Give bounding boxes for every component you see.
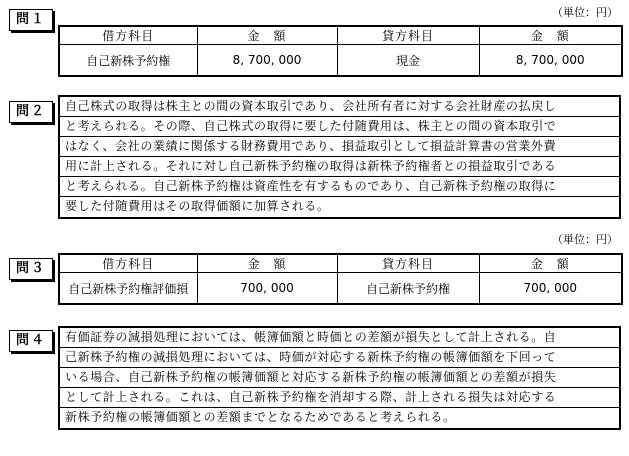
q1-header-credit-account: 貸方科目 bbox=[337, 26, 479, 45]
q1-unit-label: （単位：円） bbox=[552, 6, 618, 19]
q1-credit-amount: 8, 700, 000 bbox=[479, 45, 622, 77]
q1-header-credit-amount: 金 額 bbox=[479, 26, 622, 45]
question-1-label: 問１ bbox=[9, 9, 53, 31]
q1-journal-table bbox=[58, 25, 623, 77]
q2-line: と考えられる。その際、自己株式の取得に要した付随費用は、株主との間の資本取引で bbox=[60, 117, 619, 137]
q3-debit-amount: 700, 000 bbox=[197, 273, 337, 305]
q2-line: と考えられる。自己新株予約権は資産性を有するものであり、自己新株予約権の取得に bbox=[60, 177, 619, 197]
q4-line: 己新株予約権の減損処理においては、時価が対応する新株予約権の帳簿価額を下回って bbox=[60, 348, 619, 368]
question-2-label: 問２ bbox=[9, 101, 53, 123]
q4-line: 有価証券の減損処理においては、帳簿価額と時価との差額が損失として計上される。自 bbox=[60, 328, 619, 348]
q3-entry-row bbox=[59, 273, 622, 305]
q3-header-credit-account: 貸方科目 bbox=[337, 254, 479, 273]
q4-answer-box bbox=[58, 326, 621, 430]
q3-header-credit-amount: 金 額 bbox=[479, 254, 622, 273]
q2-line: 用に計上される。それに対し自己新株予約権の取得は新株予約権者との損益取引である bbox=[60, 157, 619, 177]
question-4-label: 問４ bbox=[9, 330, 53, 352]
q3-header-row bbox=[59, 254, 622, 273]
q1-debit-amount: 8, 700, 000 bbox=[197, 45, 337, 77]
q4-line: 新株予約権の帳簿価額との差額までとなるためであると考えられる。 bbox=[65, 410, 456, 424]
q2-line: 自己株式の取得は株主との間の資本取引であり、会社所有者に対する会社財産の払戻し bbox=[60, 97, 619, 117]
q3-credit-amount: 700, 000 bbox=[479, 273, 622, 305]
q1-header-row bbox=[59, 26, 622, 45]
q3-header-debit-account: 借方科目 bbox=[59, 254, 197, 273]
q1-entry-row bbox=[59, 45, 622, 77]
q3-credit-account: 自己新株予約権 bbox=[337, 273, 479, 305]
question-3-label: 問３ bbox=[9, 258, 53, 280]
q3-journal-table bbox=[58, 253, 623, 305]
q3-unit-label: （単位：円） bbox=[552, 233, 618, 246]
q4-line: いる場合、自己新株予約権の帳簿価額と対応する新株予約権の帳簿価額との差額が損失 bbox=[60, 368, 619, 388]
q1-header-debit-amount: 金 額 bbox=[197, 26, 337, 45]
q1-credit-account: 現金 bbox=[337, 45, 479, 77]
q2-line: はなく、会社の業績に関係する財務費用であり、損益取引として損益計算書の営業外費 bbox=[60, 137, 619, 157]
q2-line: 要した付随費用はその取得価額に加算される。 bbox=[65, 199, 330, 213]
q4-line: として計上される。これは、自己新株予約権を消却する際、計上される損失は対応する bbox=[60, 388, 619, 408]
q1-debit-account: 自己新株予約権 bbox=[86, 53, 171, 68]
q1-header-debit-account: 借方科目 bbox=[59, 26, 197, 45]
q3-debit-account: 自己新株予約権評価損 bbox=[68, 281, 189, 296]
q2-answer-box bbox=[58, 95, 621, 219]
q3-header-debit-amount: 金 額 bbox=[197, 254, 337, 273]
